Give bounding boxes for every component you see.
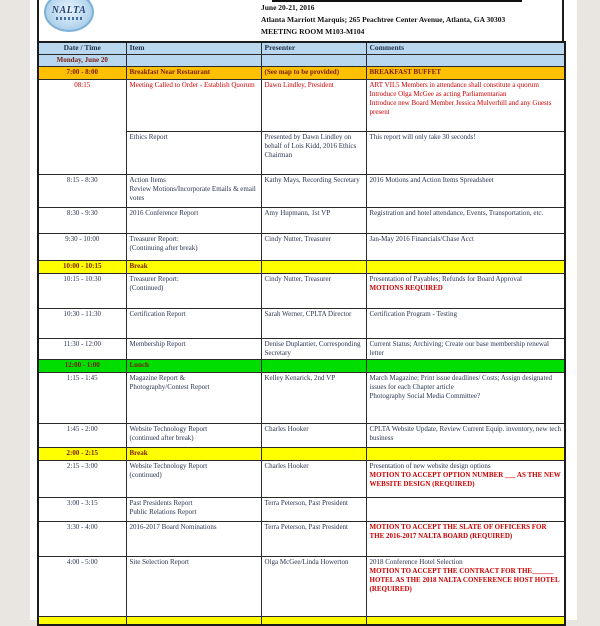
comments-cell	[366, 617, 565, 625]
cell-line: Website Technology Report	[129, 462, 208, 470]
col-header-item: Item	[126, 42, 261, 55]
cell-line: 11:30 - 12:00	[63, 340, 101, 348]
agenda-row	[38, 557, 565, 617]
time-cell	[38, 498, 126, 522]
time-cell	[38, 522, 126, 557]
cell-line: BREAKFAST BUFFET	[369, 68, 442, 76]
item-cell	[126, 274, 261, 309]
cell-line: Presentation of new website design options	[369, 462, 491, 470]
agenda-row	[38, 498, 565, 522]
agenda-row	[38, 55, 565, 67]
cell-line: Kathy Mays, Recording Secretary	[264, 176, 360, 184]
presenter-cell	[261, 274, 366, 309]
agenda-row	[38, 208, 565, 234]
meeting-room: MEETING ROOM M103-M104	[261, 27, 365, 36]
comments-cell	[366, 448, 565, 461]
time-cell	[38, 208, 126, 234]
cell-line: Sarah Werner, CPLTA Director	[264, 310, 352, 318]
cell-line: Current Status; Archiving; Create our base membership renewal letter	[369, 340, 549, 357]
cell-line: Magazine Report &	[129, 374, 186, 382]
cell-line: 10:00 - 10:15	[63, 262, 102, 270]
presenter-cell	[261, 461, 366, 498]
presenter-cell	[261, 67, 366, 80]
cell-line: 2:00 - 2:15	[66, 449, 98, 457]
cell-line: Olga McGee/Linda Howerton	[264, 558, 349, 566]
presenter-cell	[261, 448, 366, 461]
comments-cell	[366, 208, 565, 234]
cell-line: March Magazine; Print issue deadlines/ Costs; Assign designated issues for each Chapter article	[369, 374, 553, 391]
item-cell	[126, 557, 261, 617]
item-cell	[126, 309, 261, 339]
cell-line: Dawn Lindley, President	[264, 81, 334, 89]
cell-line: Amy Hupmann, 1st VP	[264, 209, 331, 217]
cell-line: Cindy Nutter, Treasurer	[264, 235, 331, 243]
cell-line: (See map to be provided)	[264, 68, 340, 76]
item-cell	[126, 234, 261, 261]
cell-line: Membership Report	[129, 340, 186, 348]
presenter-cell	[261, 498, 366, 522]
cell-line: Certification Report	[129, 310, 186, 318]
meeting-info	[261, 2, 561, 38]
cell-line: 2016 Conference Report	[129, 209, 199, 217]
time-cell	[38, 424, 126, 448]
cell-line: Break	[129, 262, 148, 270]
comments-cell	[366, 339, 565, 360]
time-cell	[38, 67, 126, 80]
comments-cell	[366, 522, 565, 557]
cell-line: (Continued)	[129, 284, 164, 292]
cell-line: (Continuing after break)	[129, 244, 198, 252]
cell-line: 3:00 - 3:15	[66, 499, 98, 507]
presenter-cell	[261, 175, 366, 208]
agenda-row	[38, 80, 565, 132]
cell-line: Charles Hooker	[264, 425, 309, 433]
item-cell	[126, 55, 261, 67]
logo-banner-decoration	[56, 17, 82, 20]
time-cell	[38, 274, 126, 309]
time-cell	[38, 234, 126, 261]
time-cell	[38, 339, 126, 360]
agenda-row	[38, 309, 565, 339]
cell-line: Meeting Called to Order - Establish Quorum	[129, 81, 255, 89]
item-cell	[126, 261, 261, 274]
cell-line: Action Items	[129, 176, 166, 184]
cell-line: 4:00 - 5:00	[66, 558, 98, 566]
presenter-cell	[261, 339, 366, 360]
comments-cell	[366, 67, 565, 80]
logo-text: NALTA	[51, 4, 87, 16]
cell-line: Site Selection Report	[129, 558, 189, 566]
cell-line: Photography Social Media Committee?	[369, 392, 481, 400]
agenda-row	[38, 274, 565, 309]
time-cell	[38, 309, 126, 339]
time-cell	[38, 360, 126, 373]
cell-line: Presentation of Payables; Refunds for Board Approval	[369, 275, 522, 283]
comments-cell	[366, 234, 565, 261]
item-cell	[126, 498, 261, 522]
meeting-venue: Atlanta Marriott Marquis; 265 Peachtree Center Avenue, Atlanta, GA 30303	[261, 15, 506, 24]
time-cell	[38, 448, 126, 461]
cell-line: Introduce Olga McGee as acting Parliamentarian	[369, 90, 507, 98]
cell-line: 12:00 - 1:00	[64, 361, 100, 369]
document-page	[30, 0, 577, 620]
time-cell	[38, 373, 126, 424]
cell-line: Treasurer Report:	[129, 275, 179, 283]
cell-line: 9:30 - 10:00	[65, 235, 100, 243]
agenda-row	[38, 339, 565, 360]
cell-line: Jan-May 2016 Financials/Chase Acct	[369, 235, 474, 243]
cell-line: Lunch	[129, 361, 149, 369]
col-header-comments: Comments	[366, 42, 565, 55]
presenter-cell	[261, 360, 366, 373]
presenter-cell	[261, 522, 366, 557]
cell-line: 10:15 - 10:30	[63, 275, 102, 283]
cell-line: Public Relations Report	[129, 508, 197, 516]
cell-line: MOTIONS REQUIRED	[369, 284, 443, 292]
comments-cell	[366, 55, 565, 67]
cell-line: Treasurer Report:	[129, 235, 179, 243]
agenda-row	[38, 448, 565, 461]
col-header-date-time: Date / Time	[38, 42, 126, 55]
item-cell	[126, 339, 261, 360]
cell-line: Presented by Dawn Lindley on behalf of Lois Kidd, 2016 Ethics Chairman	[264, 133, 357, 159]
nalta-logo	[44, 0, 94, 32]
presenter-cell	[261, 557, 366, 617]
cell-line: Break	[129, 449, 148, 457]
cell-line: 2016-2017 Board Nominations	[129, 523, 217, 531]
presenter-cell	[261, 309, 366, 339]
agenda-row	[38, 67, 565, 80]
cell-line: Certification Program - Testing	[369, 310, 457, 318]
document-header	[37, 0, 564, 41]
cell-line: Terra Peterson, Past President	[264, 499, 348, 507]
item-cell	[126, 617, 261, 625]
cell-line: This report will only take 30 seconds!	[369, 133, 476, 141]
comments-cell	[366, 132, 565, 175]
cell-line: Monday, June 20	[56, 56, 108, 64]
cell-line: MOTION TO ACCEPT THE CONTRACT FOR THE______ HOTEL AS THE 2018 NALTA CONFERENCE HOST HOTEL (REQUIRED)	[369, 567, 560, 593]
item-cell	[126, 80, 261, 132]
comments-cell	[366, 80, 565, 132]
comments-cell	[366, 498, 565, 522]
comments-cell	[366, 461, 565, 498]
cell-line: 1:45 - 2:00	[66, 425, 98, 433]
cell-line: Website Technology Report	[129, 425, 208, 433]
comments-cell	[366, 373, 565, 424]
comments-cell	[366, 175, 565, 208]
cell-line: 2016 Motions and Action Items Spreadsheet	[369, 176, 494, 184]
item-cell	[126, 424, 261, 448]
cell-line: Breakfast Near Restaurant	[129, 68, 211, 76]
cell-line: Denise Duplantier, Corresponding Secretary	[264, 340, 361, 357]
cell-line: MOTION TO ACCEPT OPTION NUMBER ___ AS THE NEW WEBSITE DESIGN (REQUIRED)	[369, 471, 561, 488]
cell-line: ART VII.5 Members in attendance shall constitute a quorum	[369, 81, 539, 89]
time-cell	[38, 175, 126, 208]
item-cell	[126, 360, 261, 373]
item-cell	[126, 208, 261, 234]
cell-line: Past Presidents Report	[129, 499, 193, 507]
agenda-row	[38, 373, 565, 424]
item-cell	[126, 448, 261, 461]
agenda-row	[38, 522, 565, 557]
column-header-row	[38, 42, 565, 55]
agenda-row	[38, 461, 565, 498]
cell-line: Registration and hotel attendance, Events, Transportation, etc.	[369, 209, 544, 217]
item-cell	[126, 461, 261, 498]
presenter-cell	[261, 132, 366, 175]
time-cell	[38, 617, 126, 625]
item-cell	[126, 132, 261, 175]
comments-cell	[366, 424, 565, 448]
cell-line: 7:00 - 8:00	[66, 68, 98, 76]
presenter-cell	[261, 617, 366, 625]
cell-line: 2018 Conference Hotel Selection	[369, 558, 463, 566]
item-cell	[126, 522, 261, 557]
agenda-row	[38, 261, 565, 274]
agenda-row	[38, 360, 565, 373]
cell-line: MOTION TO ACCEPT THE SLATE OF OFFICERS FOR THE 2016-2017 NALTA BOARD (REQUIRED)	[369, 523, 547, 540]
cell-line: Review Motions/Incorporate Emails & email votes	[129, 185, 256, 202]
presenter-cell	[261, 208, 366, 234]
agenda-row	[38, 234, 565, 261]
cell-line: Cindy Nutter, Treasurer	[264, 275, 331, 283]
time-cell	[38, 461, 126, 498]
time-cell	[38, 557, 126, 617]
meeting-dates: June 20-21, 2016	[261, 3, 315, 12]
cell-line: Kelley Kenarick, 2nd VP	[264, 374, 336, 382]
cell-line: 08:15	[74, 81, 91, 89]
comments-cell	[366, 309, 565, 339]
time-cell	[38, 55, 126, 67]
presenter-cell	[261, 373, 366, 424]
agenda-row	[38, 617, 565, 625]
time-cell	[38, 80, 126, 175]
cell-line: 10:30 - 11:30	[63, 310, 101, 318]
agenda-row	[38, 424, 565, 448]
cell-line: Introduce new Board Member Jessica Mulverhill and any Guests present	[369, 99, 552, 116]
presenter-cell	[261, 261, 366, 274]
cell-line: Terra Peterson, Past President	[264, 523, 348, 531]
item-cell	[126, 373, 261, 424]
col-header-presenter: Presenter	[261, 42, 366, 55]
cell-line: CPLTA Website Update, Review Current Equip. inventory, new tech business	[369, 425, 561, 442]
agenda-row	[38, 175, 565, 208]
cell-line: 2:15 - 3:00	[66, 462, 98, 470]
comments-cell	[366, 261, 565, 274]
item-cell	[126, 175, 261, 208]
agenda-document	[37, 0, 564, 626]
cell-line: Ethics Report	[129, 133, 168, 141]
item-cell	[126, 67, 261, 80]
cell-line: Charles Hooker	[264, 462, 309, 470]
presenter-cell	[261, 80, 366, 132]
presenter-cell	[261, 234, 366, 261]
cell-line: 8:15 - 8:30	[66, 176, 98, 184]
cell-line: 1:15 - 1:45	[66, 374, 98, 382]
comments-cell	[366, 360, 565, 373]
presenter-cell	[261, 424, 366, 448]
comments-cell	[366, 274, 565, 309]
presenter-cell	[261, 55, 366, 67]
cell-line: (continued)	[129, 471, 162, 479]
comments-cell	[366, 557, 565, 617]
cell-line: 3:30 - 4:00	[66, 523, 98, 531]
agenda-table	[37, 41, 566, 626]
cell-line: 8:30 - 9:30	[66, 209, 98, 217]
cell-line: Photography/Contest Report	[129, 383, 210, 391]
cell-line: (continued after break)	[129, 434, 194, 442]
time-cell	[38, 261, 126, 274]
